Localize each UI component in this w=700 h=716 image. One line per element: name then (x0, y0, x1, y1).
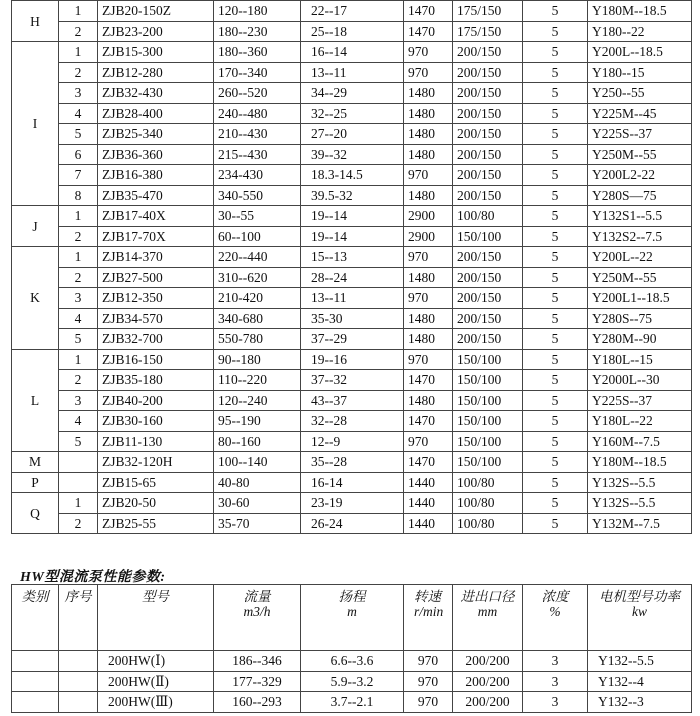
hw-model-cell: 200HW(Ⅰ) (98, 651, 214, 672)
motor-cell: Y132S1--5.5 (588, 206, 692, 227)
speed-cell: 1440 (404, 513, 453, 534)
seq-cell: 5 (59, 124, 98, 145)
motor-cell: Y200L1--18.5 (588, 288, 692, 309)
port-cell: 150/100 (453, 370, 523, 391)
conc-cell: 5 (523, 124, 588, 145)
head-cell: 43--37 (301, 390, 404, 411)
hw-performance-table (11, 584, 692, 713)
head-cell: 39.5-32 (301, 185, 404, 206)
conc-cell: 5 (523, 247, 588, 268)
head-cell: 32--25 (301, 103, 404, 124)
conc-cell: 5 (523, 267, 588, 288)
speed-cell: 2900 (404, 226, 453, 247)
flow-cell: 550-780 (214, 329, 301, 350)
speed-cell: 970 (404, 431, 453, 452)
speed-cell: 1440 (404, 493, 453, 514)
hw-seq-cell (59, 671, 98, 692)
conc-cell: 5 (523, 390, 588, 411)
category-cell: I (12, 42, 59, 206)
port-cell: 100/80 (453, 206, 523, 227)
speed-cell: 970 (404, 62, 453, 83)
seq-cell: 2 (59, 370, 98, 391)
motor-cell: Y132M--7.5 (588, 513, 692, 534)
seq-cell: 4 (59, 103, 98, 124)
speed-cell: 1480 (404, 390, 453, 411)
table-row (12, 185, 692, 206)
motor-cell: Y225S--37 (588, 124, 692, 145)
conc-cell: 5 (523, 206, 588, 227)
table-row (12, 144, 692, 165)
category-cell: H (12, 1, 59, 42)
speed-cell: 1470 (404, 370, 453, 391)
speed-cell: 1480 (404, 308, 453, 329)
motor-cell: Y280S--75 (588, 308, 692, 329)
hw-header-head: 扬程 m (301, 585, 404, 651)
table-row (12, 247, 692, 268)
hw-conc-cell: 3 (523, 692, 588, 713)
hw-motor-cell: Y132--5.5 (588, 651, 692, 672)
category-cell: L (12, 349, 59, 452)
head-cell: 32--28 (301, 411, 404, 432)
conc-cell: 5 (523, 62, 588, 83)
seq-cell (59, 472, 98, 493)
conc-cell: 5 (523, 308, 588, 329)
table-row (12, 267, 692, 288)
motor-cell: Y225M--45 (588, 103, 692, 124)
seq-cell: 4 (59, 308, 98, 329)
category-cell: K (12, 247, 59, 350)
port-cell: 200/150 (453, 62, 523, 83)
speed-cell: 1440 (404, 472, 453, 493)
model-cell: ZJB11-130 (98, 431, 214, 452)
head-cell: 23-19 (301, 493, 404, 514)
port-cell: 150/100 (453, 390, 523, 411)
table-row (12, 452, 692, 473)
speed-cell: 2900 (404, 206, 453, 227)
port-cell: 150/100 (453, 411, 523, 432)
head-cell: 39--32 (301, 144, 404, 165)
model-cell: ZJB32-700 (98, 329, 214, 350)
speed-cell: 1480 (404, 124, 453, 145)
conc-cell: 5 (523, 42, 588, 63)
conc-cell: 5 (523, 472, 588, 493)
category-cell: Q (12, 493, 59, 534)
flow-cell: 120--180 (214, 1, 301, 22)
model-cell: ZJB20-50 (98, 493, 214, 514)
flow-cell: 215--430 (214, 144, 301, 165)
motor-cell: Y250--55 (588, 83, 692, 104)
flow-cell: 80--160 (214, 431, 301, 452)
model-cell: ZJB36-360 (98, 144, 214, 165)
port-cell: 150/100 (453, 349, 523, 370)
port-cell: 150/100 (453, 226, 523, 247)
motor-cell: Y180--15 (588, 62, 692, 83)
head-cell: 16-14 (301, 472, 404, 493)
flow-cell: 220--440 (214, 247, 301, 268)
table-row (12, 472, 692, 493)
table-row (12, 21, 692, 42)
table-row (12, 42, 692, 63)
speed-cell: 970 (404, 288, 453, 309)
hw-section-title: HW型混流泵性能参数: (20, 570, 166, 585)
model-cell: ZJB17-70X (98, 226, 214, 247)
port-cell: 200/150 (453, 42, 523, 63)
motor-cell: Y2000L--30 (588, 370, 692, 391)
seq-cell: 1 (59, 42, 98, 63)
head-cell: 28--24 (301, 267, 404, 288)
port-cell: 200/150 (453, 83, 523, 104)
hw-port-cell: 200/200 (453, 692, 523, 713)
model-cell: ZJB35-180 (98, 370, 214, 391)
hw-head-cell: 6.6--3.6 (301, 651, 404, 672)
port-cell: 200/150 (453, 103, 523, 124)
table-row (12, 349, 692, 370)
seq-cell: 2 (59, 62, 98, 83)
speed-cell: 1480 (404, 144, 453, 165)
motor-cell: Y250M--55 (588, 144, 692, 165)
flow-cell: 30--55 (214, 206, 301, 227)
model-cell: ZJB23-200 (98, 21, 214, 42)
hw-seq-cell (59, 651, 98, 672)
hw-header-row (12, 585, 692, 651)
seq-cell: 1 (59, 1, 98, 22)
flow-cell: 210--430 (214, 124, 301, 145)
conc-cell: 5 (523, 329, 588, 350)
flow-cell: 95--190 (214, 411, 301, 432)
head-cell: 13--11 (301, 62, 404, 83)
head-cell: 19--14 (301, 226, 404, 247)
hw-speed-cell: 970 (404, 692, 453, 713)
seq-cell: 7 (59, 165, 98, 186)
conc-cell: 5 (523, 513, 588, 534)
flow-cell: 110--220 (214, 370, 301, 391)
port-cell: 100/80 (453, 472, 523, 493)
head-cell: 16--14 (301, 42, 404, 63)
model-cell: ZJB15-300 (98, 42, 214, 63)
speed-cell: 1480 (404, 103, 453, 124)
conc-cell: 5 (523, 103, 588, 124)
table-row (12, 124, 692, 145)
model-cell: ZJB17-40X (98, 206, 214, 227)
port-cell: 200/150 (453, 144, 523, 165)
table-row (12, 62, 692, 83)
speed-cell: 1470 (404, 21, 453, 42)
flow-cell: 340-550 (214, 185, 301, 206)
hw-motor-cell: Y132--3 (588, 692, 692, 713)
speed-cell: 1480 (404, 267, 453, 288)
flow-cell: 100--140 (214, 452, 301, 473)
head-cell: 18.3-14.5 (301, 165, 404, 186)
hw-conc-cell: 3 (523, 651, 588, 672)
speed-cell: 1480 (404, 83, 453, 104)
model-cell: ZJB16-380 (98, 165, 214, 186)
flow-cell: 240--480 (214, 103, 301, 124)
model-cell: ZJB25-55 (98, 513, 214, 534)
port-cell: 175/150 (453, 1, 523, 22)
head-cell: 19--16 (301, 349, 404, 370)
hw-table-row (12, 692, 692, 713)
seq-cell: 6 (59, 144, 98, 165)
head-cell: 25--18 (301, 21, 404, 42)
motor-cell: Y132S--5.5 (588, 472, 692, 493)
flow-cell: 40-80 (214, 472, 301, 493)
seq-cell: 2 (59, 21, 98, 42)
motor-cell: Y225S--37 (588, 390, 692, 411)
motor-cell: Y200L--22 (588, 247, 692, 268)
flow-cell: 120--240 (214, 390, 301, 411)
port-cell: 100/80 (453, 493, 523, 514)
hw-header-motor-unit: kw (632, 604, 647, 619)
speed-cell: 1470 (404, 411, 453, 432)
hw-head-cell: 5.9--3.2 (301, 671, 404, 692)
table-row (12, 206, 692, 227)
model-cell: ZJB40-200 (98, 390, 214, 411)
hw-flow-cell: 177--329 (214, 671, 301, 692)
head-cell: 34--29 (301, 83, 404, 104)
category-cell: P (12, 472, 59, 493)
motor-cell: Y132S2--7.5 (588, 226, 692, 247)
category-cell: M (12, 452, 59, 473)
seq-cell: 1 (59, 206, 98, 227)
head-cell: 35--28 (301, 452, 404, 473)
model-cell: ZJB16-150 (98, 349, 214, 370)
port-cell: 175/150 (453, 21, 523, 42)
seq-cell: 3 (59, 83, 98, 104)
hw-seq-cell (59, 692, 98, 713)
table-row (12, 493, 692, 514)
head-cell: 19--14 (301, 206, 404, 227)
seq-cell: 2 (59, 267, 98, 288)
hw-header-speed-unit: r/min (414, 604, 444, 619)
hw-speed-cell: 970 (404, 671, 453, 692)
table-row (12, 411, 692, 432)
head-cell: 12--9 (301, 431, 404, 452)
category-cell: J (12, 206, 59, 247)
hw-header-flow: 流量 m3/h (214, 585, 301, 651)
model-cell: ZJB14-370 (98, 247, 214, 268)
seq-cell: 1 (59, 247, 98, 268)
motor-cell: Y250M--55 (588, 267, 692, 288)
conc-cell: 5 (523, 144, 588, 165)
port-cell: 200/150 (453, 308, 523, 329)
table-row (12, 226, 692, 247)
motor-cell: Y280S—75 (588, 185, 692, 206)
hw-port-cell: 200/200 (453, 651, 523, 672)
model-cell: ZJB32-430 (98, 83, 214, 104)
seq-cell (59, 452, 98, 473)
head-cell: 37--29 (301, 329, 404, 350)
motor-cell: Y180L--15 (588, 349, 692, 370)
speed-cell: 1470 (404, 1, 453, 22)
motor-cell: Y160M--7.5 (588, 431, 692, 452)
head-cell: 26-24 (301, 513, 404, 534)
motor-cell: Y180M--18.5 (588, 452, 692, 473)
hw-port-cell: 200/200 (453, 671, 523, 692)
table-row (12, 103, 692, 124)
zjb-performance-table (11, 0, 692, 534)
seq-cell: 3 (59, 288, 98, 309)
port-cell: 200/150 (453, 329, 523, 350)
model-cell: ZJB20-150Z (98, 1, 214, 22)
seq-cell: 5 (59, 329, 98, 350)
table-row (12, 513, 692, 534)
speed-cell: 970 (404, 349, 453, 370)
port-cell: 150/100 (453, 431, 523, 452)
model-cell: ZJB32-120H (98, 452, 214, 473)
hw-header-flow-unit: m3/h (243, 604, 271, 619)
port-cell: 150/100 (453, 452, 523, 473)
table-row (12, 390, 692, 411)
seq-cell: 1 (59, 493, 98, 514)
conc-cell: 5 (523, 493, 588, 514)
model-cell: ZJB12-280 (98, 62, 214, 83)
flow-cell: 170--340 (214, 62, 301, 83)
hw-speed-cell: 970 (404, 651, 453, 672)
motor-cell: Y180--22 (588, 21, 692, 42)
hw-table-row (12, 651, 692, 672)
table-row (12, 431, 692, 452)
flow-cell: 234-430 (214, 165, 301, 186)
table-row (12, 288, 692, 309)
hw-cat-cell (12, 651, 59, 672)
motor-cell: Y180M--18.5 (588, 1, 692, 22)
port-cell: 200/150 (453, 165, 523, 186)
table-row (12, 308, 692, 329)
port-cell: 200/150 (453, 185, 523, 206)
hw-flow-cell: 186--346 (214, 651, 301, 672)
port-cell: 200/150 (453, 247, 523, 268)
hw-header-motor: 电机型号功率 kw (588, 585, 692, 651)
speed-cell: 1480 (404, 329, 453, 350)
flow-cell: 35-70 (214, 513, 301, 534)
port-cell: 200/150 (453, 288, 523, 309)
conc-cell: 5 (523, 411, 588, 432)
seq-cell: 8 (59, 185, 98, 206)
table-row (12, 165, 692, 186)
hw-flow-cell: 160--293 (214, 692, 301, 713)
head-cell: 27--20 (301, 124, 404, 145)
hw-conc-cell: 3 (523, 671, 588, 692)
model-cell: ZJB15-65 (98, 472, 214, 493)
flow-cell: 310--620 (214, 267, 301, 288)
hw-motor-cell: Y132--4 (588, 671, 692, 692)
hw-header-seq: 序号 (59, 585, 98, 651)
model-cell: ZJB34-570 (98, 308, 214, 329)
model-cell: ZJB12-350 (98, 288, 214, 309)
conc-cell: 5 (523, 1, 588, 22)
table-row (12, 1, 692, 22)
flow-cell: 180--360 (214, 42, 301, 63)
seq-cell: 3 (59, 390, 98, 411)
seq-cell: 1 (59, 349, 98, 370)
conc-cell: 5 (523, 165, 588, 186)
flow-cell: 180--230 (214, 21, 301, 42)
model-cell: ZJB30-160 (98, 411, 214, 432)
hw-header-conc-unit: % (549, 604, 561, 619)
hw-table-row (12, 671, 692, 692)
flow-cell: 60--100 (214, 226, 301, 247)
seq-cell: 5 (59, 431, 98, 452)
conc-cell: 5 (523, 452, 588, 473)
conc-cell: 5 (523, 83, 588, 104)
hw-header-conc: 浓度 % (523, 585, 588, 651)
speed-cell: 970 (404, 247, 453, 268)
motor-cell: Y180L--22 (588, 411, 692, 432)
port-cell: 200/150 (453, 124, 523, 145)
model-cell: ZJB28-400 (98, 103, 214, 124)
speed-cell: 1470 (404, 452, 453, 473)
port-cell: 200/150 (453, 267, 523, 288)
seq-cell: 2 (59, 226, 98, 247)
conc-cell: 5 (523, 226, 588, 247)
flow-cell: 260--520 (214, 83, 301, 104)
head-cell: 22--17 (301, 1, 404, 22)
model-cell: ZJB27-500 (98, 267, 214, 288)
motor-cell: Y132S--5.5 (588, 493, 692, 514)
motor-cell: Y200L2-22 (588, 165, 692, 186)
speed-cell: 1480 (404, 185, 453, 206)
flow-cell: 90--180 (214, 349, 301, 370)
hw-model-cell: 200HW(Ⅲ) (98, 692, 214, 713)
conc-cell: 5 (523, 431, 588, 452)
hw-model-cell: 200HW(Ⅱ) (98, 671, 214, 692)
flow-cell: 30-60 (214, 493, 301, 514)
table-row (12, 329, 692, 350)
conc-cell: 5 (523, 185, 588, 206)
seq-cell: 4 (59, 411, 98, 432)
conc-cell: 5 (523, 370, 588, 391)
model-cell: ZJB25-340 (98, 124, 214, 145)
hw-head-cell: 3.7--2.1 (301, 692, 404, 713)
head-cell: 15--13 (301, 247, 404, 268)
hw-header-port: 进出口径mm (453, 585, 523, 651)
hw-cat-cell (12, 671, 59, 692)
conc-cell: 5 (523, 288, 588, 309)
speed-cell: 970 (404, 165, 453, 186)
model-cell: ZJB35-470 (98, 185, 214, 206)
motor-cell: Y200L--18.5 (588, 42, 692, 63)
port-cell: 100/80 (453, 513, 523, 534)
hw-header-model: 型号 (98, 585, 214, 651)
table-row (12, 370, 692, 391)
motor-cell: Y280M--90 (588, 329, 692, 350)
flow-cell: 210-420 (214, 288, 301, 309)
table-row (12, 83, 692, 104)
hw-header-speed: 转速 r/min (404, 585, 453, 651)
head-cell: 37--32 (301, 370, 404, 391)
hw-cat-cell (12, 692, 59, 713)
head-cell: 13--11 (301, 288, 404, 309)
hw-header-head-unit: m (347, 604, 357, 619)
speed-cell: 970 (404, 42, 453, 63)
hw-header-cat: 类别 (12, 585, 59, 651)
seq-cell: 2 (59, 513, 98, 534)
flow-cell: 340-680 (214, 308, 301, 329)
conc-cell: 5 (523, 349, 588, 370)
conc-cell: 5 (523, 21, 588, 42)
head-cell: 35-30 (301, 308, 404, 329)
